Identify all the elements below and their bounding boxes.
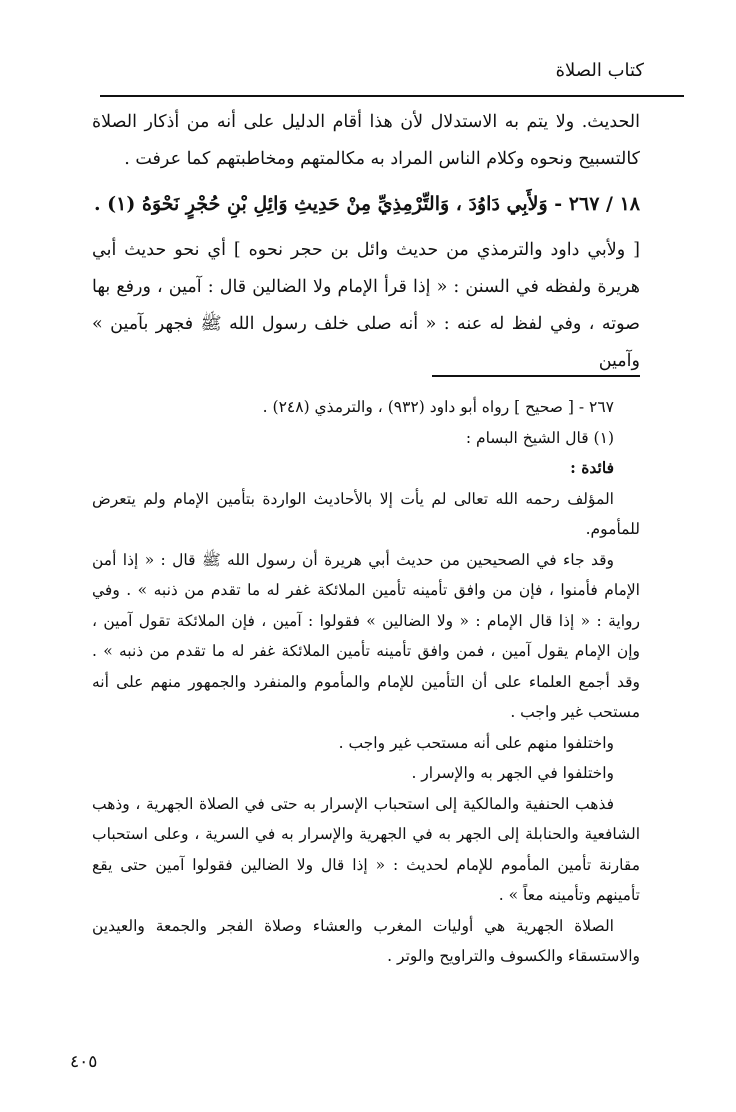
page-number: ٤٠٥ bbox=[70, 1052, 98, 1072]
header-rule bbox=[100, 95, 684, 97]
footnote-paragraph-1: المؤلف رحمه الله تعالى لم يأت إلا بالأحاديث الواردة بتأمين الإمام ولم يتعرض للمأموم. bbox=[92, 489, 640, 538]
hadith-text: ١٨ / ٢٦٧ - وَلأَبِي دَاوُدَ ، وَالتِّرْمِذِيِّ مِنْ حَدِيثِ وَائِلِ بْنِ حُجْرٍ نَحْوَهُ (١) . bbox=[93, 193, 640, 215]
footnote-paragraph-5: فذهب الحنفية والمالكية إلى استحباب الإسرار به حتى في الصلاة الجهرية ، وذهب الشافعية والحنابلة إلى الجهر به في الجهرية والإسرار به في السرية ، وعلى استحباب مقارنة تأمين المأموم للإمام لحديث : « إذا قال ولا الضالين فقولوا آمين حتى يقع تأمينهم وتأمينه معاً » . bbox=[92, 794, 640, 904]
footnote-paragraph-4: واختلفوا في الجهر به والإسرار . bbox=[411, 764, 614, 782]
footnote-paragraph-3: واختلفوا منهم على أنه مستحب غير واجب . bbox=[338, 733, 614, 752]
commentary-paragraph: [ ولأبي داود والترمذي من حديث وائل بن حجر نحوه ] أي نحو حديث أبي هريرة ولفظه في السنن : « إذا قرأ الإمام ولا الضالين قال : آمين ، ورفع بها صوته ، وفي لفظ له عنه : « أنه صلى خلف رسول الله ﷺ فجهر بآمين » وآمين bbox=[92, 240, 640, 371]
footnote-rule bbox=[432, 375, 640, 377]
footnote-paragraph-6: الصلاة الجهرية هي أوليات المغرب والعشاء وصلاة الفجر والجمعة والعيدين والاستسقاء والكسوف والتراويح والوتر . bbox=[92, 916, 640, 965]
footnote-paragraph-2: وقد جاء في الصحيحين من حديث أبي هريرة أن رسول الله ﷺ قال : « إذا أمن الإمام فأمنوا ، فإن من وافق تأمينه تأمين الملائكة غفر له ما تقدم من ذنبه » . وفي رواية : « إذا قال الإمام : « ولا الضالين » فقولوا : آمين ، فإن الملائكة تقول آمين ، وإن الإمام يقول آمين ، فمن وافق تأمينه تأمين الملائكة غفر له ما تقدم من ذنبه » . وقد أجمع العلماء على أن التأمين للإمام والمأموم والمنفرد والجمهور منهم على أنه مستحب غير واجب . bbox=[92, 550, 640, 721]
running-header-title: كتاب الصلاة bbox=[555, 60, 644, 81]
main-paragraph: الحديث. ولا يتم به الاستدلال لأن هذا أقام الدليل على أنه من أذكار الصلاة كالتسبيح ونحوه وكلام الناس المراد به مكالمتهم ومخاطبتهم كما عرفت . bbox=[92, 112, 640, 169]
takhrij-note: ٢٦٧ - [ صحيح ] رواه أبو داود (٩٣٢) ، والترمذي (٢٤٨) . bbox=[262, 398, 614, 416]
main-text bbox=[92, 104, 640, 380]
faida-heading: فائدة : bbox=[570, 458, 614, 477]
footnote-intro: (١) قال الشيخ البسام : bbox=[465, 428, 614, 447]
footnotes bbox=[92, 392, 640, 972]
